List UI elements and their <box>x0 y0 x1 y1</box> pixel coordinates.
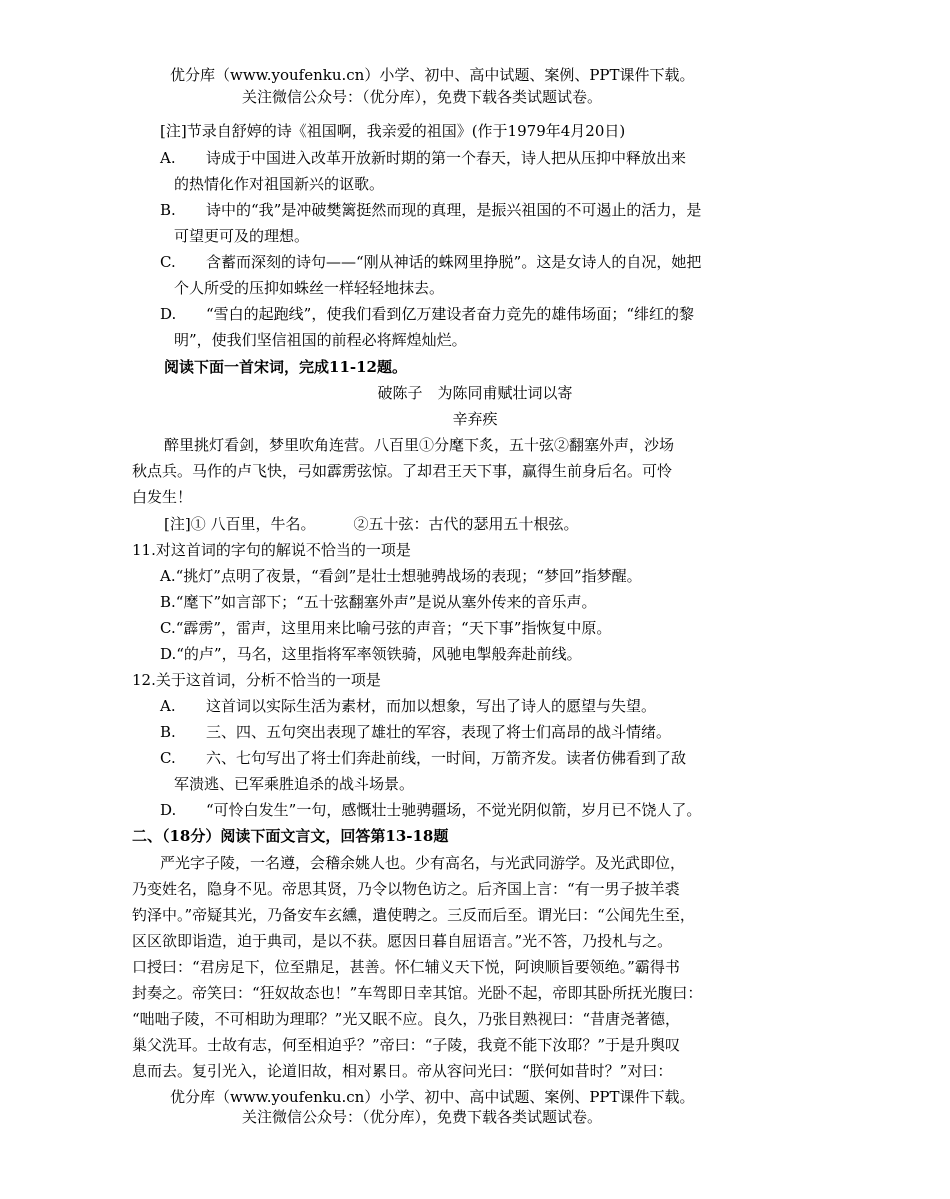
q11-option-b: B.“麾下”如言部下；“五十弦翻塞外声”是说从塞外传来的音乐声。 <box>160 593 597 611</box>
passage-line: 口授曰：“君房足下，位至鼎足，甚善。怀仁辅义天下悦，阿谀顺旨要领绝。”霸得书 <box>132 958 680 976</box>
q11-stem: 11.对这首词的字句的解说不恰当的一项是 <box>132 541 411 559</box>
passage-line: 巢父洗耳。士故有志，何至相迫乎？”帝曰：“子陵，我竟不能下汝耶？”于是升舆叹 <box>132 1036 681 1054</box>
option-text: “雪白的起跑线”，使我们看到亿万建设者奋力竞先的雄伟场面；“绯红的黎 <box>206 305 695 323</box>
passage-line: 息而去。复引光入，论道旧故，相对累日。帝从容问光曰：“朕何如昔时？”对曰： <box>132 1062 673 1080</box>
option-text: 诗中的“我”是冲破樊篱挺然而现的真理，是振兴祖国的不可遏止的活力，是 <box>206 201 702 219</box>
option-text-cont: 可望更可及的理想。 <box>174 227 310 245</box>
option-text: 含蓄而深刻的诗句——“刚从神话的蛛网里挣脱”。这是女诗人的自况，她把 <box>206 253 702 271</box>
header-line-1: 优分库（www.youfenku.cn）小学、初中、高中试题、案例、PPT课件下载。 <box>170 66 695 84</box>
option-text-cont: 的热情化作对祖国新兴的讴歌。 <box>174 175 385 193</box>
option-letter: B. <box>160 201 176 219</box>
footer-line-2: 关注微信公众号：（优分库），免费下载各类试题试卷。 <box>242 1108 603 1126</box>
option-letter: C. <box>160 253 176 271</box>
poem-note-a: [注]① 八百里，牛名。 <box>164 515 316 533</box>
option-letter: C. <box>160 749 176 767</box>
poem-note-b: ②五十弦：古代的瑟用五十根弦。 <box>353 515 579 533</box>
option-text-cont: 个人所受的压抑如蛛丝一样轻轻地抹去。 <box>174 279 445 297</box>
q12-option-a <box>160 693 656 719</box>
option-letter: A. <box>160 697 176 715</box>
song-instruction: 阅读下面一首宋词，完成11-12题。 <box>164 358 407 376</box>
q12-option-b <box>160 719 671 745</box>
passage-line: 严光字子陵，一名遵，会稽余姚人也。少有高名，与光武同游学。及光武即位， <box>160 854 686 872</box>
option-letter: D. <box>160 801 177 819</box>
option-letter: B. <box>160 723 176 741</box>
option-text: 三、四、五句突出表现了雄壮的军容，表现了将士们高昂的战斗情绪。 <box>206 723 672 741</box>
q11-option-c: C.“霹雳”，雷声，这里用来比喻弓弦的声音；“天下事”指恢复中原。 <box>160 619 612 637</box>
passage-line: 区区欲即诣造，迫于典司，是以不获。愿因日暮自屈语言。”光不答，乃投札与之。 <box>132 932 673 950</box>
q11-option-a: A.“挑灯”点明了夜景，“看剑”是壮士想驰骋战场的表现；“梦回”指梦醒。 <box>160 567 642 585</box>
poem-body-line: 白发生！ <box>132 488 193 506</box>
option-text: “可怜白发生”一句，感慨壮士驰骋疆场，不觉光阴似箭，岁月已不饶人了。 <box>206 801 702 819</box>
q12-option-d <box>160 797 701 823</box>
q12-stem: 12.关于这首词，分析不恰当的一项是 <box>132 671 381 689</box>
poem-author: 辛弃疾 <box>452 410 498 428</box>
option-text: 诗成于中国进入改革开放新时期的第一个春天，诗人把从压抑中释放出来 <box>206 149 687 167</box>
option-letter: A. <box>160 149 176 167</box>
poem-notes <box>164 511 579 537</box>
section2-heading: 二、（18分）阅读下面文言文，回答第13-18题 <box>132 827 449 845</box>
option-text-cont: 军溃逃、已军乘胜追杀的战斗场景。 <box>174 775 415 793</box>
q11-option-d: D.“的卢”，马名，这里指将军率领铁骑，风驰电掣般奔赴前线。 <box>160 645 582 663</box>
passage-line: “咄咄子陵，不可相助为理耶？”光又眠不应。良久，乃张目熟视曰：“昔唐尧著德， <box>132 1010 681 1028</box>
option-text: 六、七句写出了将士们奔赴前线，一时间，万箭齐发。读者仿佛看到了敌 <box>206 749 687 767</box>
option-text-cont: 明”，使我们坚信祖国的前程必将辉煌灿烂。 <box>174 331 467 349</box>
footer-line-1: 优分库（www.youfenku.cn）小学、初中、高中试题、案例、PPT课件下载。 <box>170 1088 695 1106</box>
header-line-2: 关注微信公众号：（优分库），免费下载各类试题试卷。 <box>242 88 603 106</box>
option-letter: D. <box>160 305 177 323</box>
passage-line: 钓泽中。”帝疑其光，乃备安车玄纁，遣使聘之。三反而后至。谓光曰：“公闻先生至， <box>132 906 695 924</box>
passage-line: 乃变姓名，隐身不见。帝思其贤，乃令以物色访之。后齐国上言：“有一男子披羊裘 <box>132 880 680 898</box>
poem-note: [注]节录自舒婷的诗《祖国啊，我亲爱的祖国》(作于1979年4月20日) <box>160 122 626 140</box>
passage-line: 封奏之。帝笑曰：“狂奴故态也！”车驾即日幸其馆。光卧不起，帝即其卧所抚光腹曰： <box>132 984 703 1002</box>
poem-body-line: 秋点兵。马作的卢飞快，弓如霹雳弦惊。了却君王天下事，赢得生前身后名。可怜 <box>132 462 673 480</box>
option-text: 这首词以实际生活为素材，而加以想象，写出了诗人的愿望与失望。 <box>206 697 657 715</box>
poem-title: 破陈子 为陈同甫赋壮词以寄 <box>377 384 573 402</box>
poem-body-line: 醉里挑灯看剑，梦里吹角连营。八百里①分麾下炙，五十弦②翻塞外声，沙场 <box>164 436 675 454</box>
